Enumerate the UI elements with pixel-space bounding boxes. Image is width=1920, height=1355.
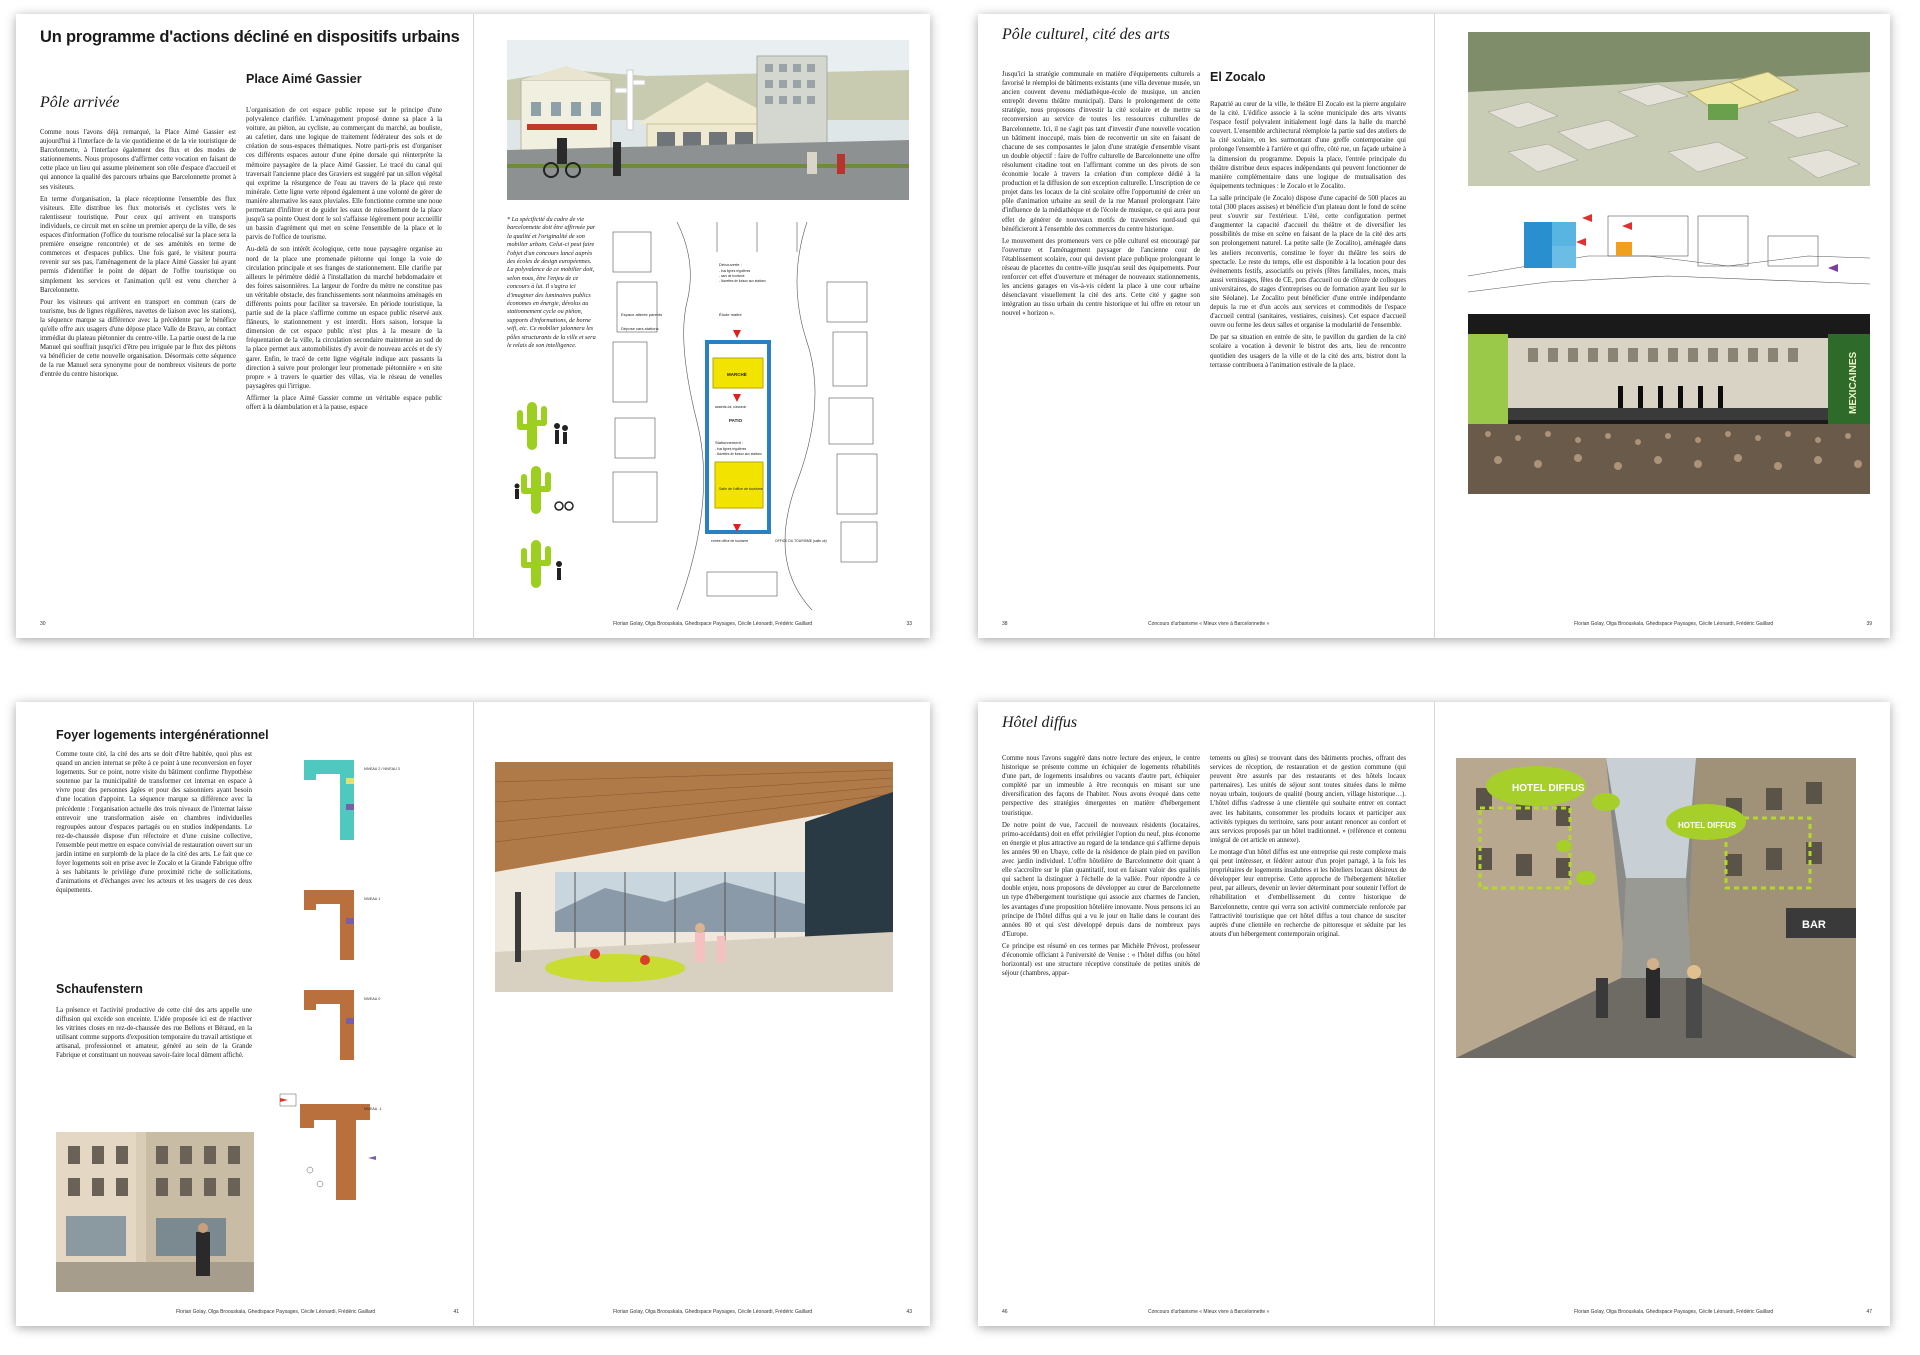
zocalo-floor-plan <box>1468 196 1870 306</box>
aerial-3d-model-image <box>1468 32 1870 186</box>
plan-label-marche: MARCHÉ <box>727 372 747 377</box>
cactus-mobilier-icon-3 <box>513 534 573 594</box>
plan-label-patio: PATIO <box>729 418 743 423</box>
paragraph: De par sa situation en entrée de site, le pavillon du gardien de la cité scolaire a vocation à devenir le bistrot des arts, lieu de rencontre quotidien des usagers de la ville et de la cité des arts, bistrot dont la terrasse contribuera à l'animation estivale de la place. <box>1210 334 1406 369</box>
interior-rendering-image <box>495 762 893 992</box>
place-rendering-image <box>507 40 909 200</box>
page-39 <box>1434 14 1890 638</box>
plan-label-assieds: assieds-toi, s'asseoir <box>715 405 747 409</box>
paragraph: De notre point de vue, l'accueil de nouveaux résidents (locataires, primo-accédants) doit en effet privilégier l'option du neuf, plus économe en énergie et plus attractive au regard de la tendance qui s'affirme depuis les années 90 en Ubaye, celle de la résidence de plain pied en pavillon avec jardin individuel. L'offre hôtelière de Barcelonnette doit quant à elle s'accroître sur le plan quantitatif, tout en faisant valoir des qualités qui sachent la distinguer à l'échelle de la vallée. Pour répondre à ce double enjeu, nous proposons de développer au cœur de Barcelonnette un type d'hébergement touristique qui associe aux charmes de l'ancien, les avantages d'une proposition hôtelière innovante. Nous pensons ici au principe de l'hôtel diffus qui a vu le jour en Italie dans le courant des années 80 et qui s'est développé depuis dans de nombreux pays d'Europe. <box>1002 821 1200 938</box>
plan-label-stationnement-line: - bus lignes régulières <box>715 447 747 451</box>
text-column-schau <box>56 1006 252 1064</box>
page-30 <box>16 14 473 638</box>
paragraph: Pour les visiteurs qui arrivent en transport en commun (cars de tourisme, bus de lignes régulières, navettes de liaison avec les stations), la séquence marque sa différence avec la précédente par le bénéfice qu'elle offre aux usagers d'une dépose place Valle de Bravo, au contact immédiat du plateau piétonnier du centre-ville. La partie ouest de la rue Manuel qui souffrait jusqu'ici d'être peu irriguée par le flux des piétons va bénéficier de cette nouvelle organisation. Désormais cette séquence de la rue Manuel sera synonyme pour de nombreux visiteurs de porte d'entrée du centre historique. <box>40 298 236 379</box>
plan-level-label: NIVEAU 1 <box>364 897 381 901</box>
paragraph: Jusqu'ici la stratégie communale en matière d'équipements culturels a favorisé le réemploi de bâtiments existants (une villa devenue musée, un ancien couvent devenu médiathèque-école de musique, un ancien entrepôt devenu théâtre municipal). Dans le prolongement de cette stratégie, nous proposons d'investir la cité scolaire et de mettre sa reconversion au service de toutes les ressources culturelles de Barcelonnette. Ici, il ne s'agit pas tant d'investir d'une nouvelle vocation un bâtiment inoccupé, mais bien de reconvertir un site en faisant de chacune de ses composantes le jalon d'une stratégie d'ensemble visant un double objectif : faire de l'offre culturelle de Barcelonnette une offre résolument citadine tout en l'affirmant comme un des pivots de son économie locale à travers la création d'un complexe dédié à la production et la diffusion de son exception culturelle. L'inscription de ce projet dans les locaux de la cité scolaire offre l'opportunité de créer un pôle d'animation urbaine au seuil de la rue Manuel prolongeant l'aire d'influence de la médiathèque et de l'école de musique, ce qui aura pour effet de générer de nouveaux motifs de traversées nord-sud qui bénéficieront à l'ensemble des commerces du centre historique. <box>1002 71 1200 233</box>
plan-label-depose: Dépose cars-stations <box>621 326 659 331</box>
section-title: Pôle culturel, cité des arts <box>1002 26 1170 43</box>
plan-label-entree-office: entrée office de tourisme <box>711 539 749 543</box>
spread-pole-arrivee <box>16 14 930 638</box>
plan-level-label: NIVEAU 2 / NIVEAU 3 <box>364 767 400 771</box>
plan-label-decouverte-line: - Navettes de liaison aux stations <box>719 279 766 283</box>
text-column-1 <box>1002 754 1200 981</box>
text-column-2 <box>246 106 442 415</box>
page-41 <box>16 702 473 1326</box>
paragraph: Comme nous l'avons suggéré dans notre lecture des enjeux, le centre historique se présente comme un échiquier de logements réhabilités d'une part, de logements insalubres ou vacants d'autre part, échiquier complété par un immeuble à être reconquis en misant sur une diversification des façons de l'habiter. Nous avons évoqué dans cette perspective des stratégies émergentes en matière d'hébergement touristique. <box>1002 755 1200 817</box>
paragraph: La présence et l'activité productive de cette cité des arts appelle une diffusion qui excède son enceinte. L'idée proposée ici est de réactiver les vitrines closes en rez-de-chaussée des rue Bellons et Béraud, en la utilisant comme supports d'exposition temporaire du travail artistique et artisanal, professionnel et amateur, généré au sein de la Grande Fabrique et constituant un nouveau savoir-faire local dûment affiché. <box>56 1007 252 1060</box>
plan-level-label: NIVEAU -1 <box>364 1107 382 1111</box>
plan-label-stationnement: Stationnement : <box>715 440 744 445</box>
plan-label-decouverte-line: - bus lignes régulières <box>719 269 751 273</box>
plan-label-decouverte: Découverte : <box>719 262 742 267</box>
page-46 <box>978 702 1434 1326</box>
plan-level-label: NIVEAU 0 <box>364 997 381 1001</box>
subsection-title: Foyer logements intergénérationnel <box>56 728 269 742</box>
paragraph: L'organisation de cet espace public repose sur le principe d'une polyvalence clarifiée. L'aménagement proposé donne sa place à la voiture, au piéton, au cycliste, au commerçant du marché, au bouliste, au cafetier, dans une logique de traitement fédérateur des sols et de création de sous-espaces thématiques. Notre parti-pris est d'organiser ces différents espaces autour d'une épine dorsale qui réinterprète la mémoire paysagère de la place Aimé Gassier. Le tracé du canal qui traversait l'ancienne place des Graviers est suggéré par un sillon végétal qui exprime la résurgence de l'eau au travers de la place qui reste minérale. Cette ligne verte répond également à une volonté de gérer de manière alternative les eaux pluviales. Elle fonctionne comme une noue permettant d'infiltrer et de guider les eaux de ruissellement de la place jusqu'à sa pointe Ouest dont le sol s'affaisse légèrement pour accueillir un bassin d'agrément qui met en scène l'ensemble de la place et le parvis de l'office de tourisme. <box>246 107 442 242</box>
page-33 <box>473 14 930 638</box>
hotel-diffus-sign: HOTEL DIFFUS <box>1678 821 1737 830</box>
footer-credits: Florian Golay, Olga Broouskala, Ghedispace Paysages, Cécile Léonardi, Frédéric Gaillard <box>613 1309 813 1315</box>
site-plan-drawing <box>607 222 909 610</box>
paragraph: Ce principe est résumé en ces termes par Michèle Prévost, professeur d'économie officiant à l'université de Venise : « l'hôtel diffus (ou hôtel horizontal) est une structure réceptive constituée de petites unités de séjour (chambres, appar- <box>1002 942 1200 978</box>
spread-foyer-logements <box>16 702 930 1326</box>
theatre-stage-photo <box>1468 314 1870 494</box>
paragraph: Comme nous l'avons déjà remarqué, la Place Aimé Gassier est aujourd'hui à l'interface de la vie quotidienne et de la vie touristique de Barcelonnette, à l'interface également des flux et des modes de stationnements. Nous proposons d'affirmer cette vocation en faisant de cette place un lieu qui assume pleinement son rôle d'espace d'accueil et qui annonce la qualité des parcours urbains que Barcelonnette promet à ses visiteurs. <box>40 129 236 191</box>
subsection-title: El Zocalo <box>1210 70 1266 84</box>
footer-credits: Florian Golay, Olga Broouskala, Ghedispace Paysages, Cécile Léonardi, Frédéric Gaillard <box>1574 621 1774 627</box>
subsection-title: Place Aimé Gassier <box>246 72 362 86</box>
page-number: 33 <box>906 621 912 627</box>
paragraph: Affirmer la place Aimé Gassier comme un véritable espace public offert à la déambulation et à la pause, espace <box>246 394 442 411</box>
footer-credits: Florian Golay, Olga Broouskala, Ghedispace Paysages, Cécile Léonardi, Frédéric Gaillard <box>613 621 813 627</box>
plan-label-decouverte-line: - cars de tourisme <box>719 274 745 278</box>
text-column-2 <box>1210 754 1406 942</box>
paragraph: Le montage d'un hôtel diffus est une entreprise qui reste complexe mais qui peut intéresser, et fédérer autour d'un projet partagé, à la fois les propriétaires de logements insalubres et les hôteliers locaux désireux de développer leur entreprise. Cette approche de l'hébergement hôtelier peut, par ailleurs, devenir un levier déterminant pour soutenir l'effort de réhabilitation et d'embellissement du centre historique de Barcelonnette, centre qui verra son activité commerciale renforcée par l'attractivité touristique que cet hôtel diffus a tout chance de susciter auprès d'une clientèle en recherche de pittoresque et séduite par les atouts d'un hébergement contemporain original. <box>1210 848 1406 938</box>
footer-credits: Florian Golay, Olga Broouskala, Ghedispace Paysages, Cécile Léonardi, Frédéric Gaillard <box>176 1309 376 1315</box>
spread-pole-culturel <box>978 14 1890 638</box>
text-column-2 <box>1210 100 1406 373</box>
hotel-diffus-sign: HOTEL DIFFUS <box>1512 783 1585 794</box>
section-title: Hôtel diffus <box>1002 714 1078 731</box>
subsection-title: Schaufenstern <box>56 982 143 996</box>
spread-hotel-diffus <box>978 702 1890 1326</box>
page-43 <box>473 702 930 1326</box>
paragraph: Au-delà de son intérêt écologique, cette noue paysagère organise au nord de la place une promenade piétonne qui longe la voie de circulation principale et ses franges de stationnement. Elle clarifie par ailleurs le périmètre dédié à l'installation du marché hebdomadaire et des foires saisonnières. La largeur de l'ordre du mètre ne constitue pas un véritable obstacle, des franchissements sont néanmoins aménagés en différents points pour faciliter sa traversée. En période touristique, la partie sud de la place s'affirme comme un espace public réservé aux flâneurs, le stationnement y est interdit. Hors saison, lorsque la dimension de cet espace public n'est plus à la mesure de la fréquentation de la ville, la circulation secondaire maintenue au sud de la place permet aux automobilistes d'y avoir de nouveau accès et de s'y garer. Enfin, le tracé de cette ligne végétale indique aux passants la direction à suivre pour prolonger leur promenade piétonnière « en site propre » à travers le quartier des villas, via le réseau de venelles paysagères qui l'irrigue. <box>246 246 442 390</box>
street-facade-photo <box>56 1132 254 1292</box>
plan-label-office-tourisme: OFFICE DU TOURISME (salle ok) <box>775 539 827 543</box>
page-number: 46 <box>1002 1309 1008 1315</box>
page-47 <box>1434 702 1890 1326</box>
paragraph: En terme d'organisation, la place réceptionne l'ensemble des flux visiteurs. Elle distribue les flux motorisés et cyclistes vers le ralentisseur touristique. Pour ceux qui arrivent en transports individuels, ce circuit met en scène un premier aperçu de la ville, de ses espaces d'information (l'office du tourisme relocalisé sur la place sera la première enseigne rencontrée) et de ses aménités en terme de commerces et d'espaces publics. Une fois garé, le visiteur pourra revenir sur ses pas, l'aménagement de la place Aimé Gassier lui ayant permis d'identifier le point de départ de l'offre touristique ou simplement les services et l'animation qu'il est venu chercher à Barcelonnette. <box>40 195 236 294</box>
paragraph: La salle principale (le Zocalo) dispose d'une capacité de 500 places au total (300 places assises) et bénéficie d'un plateau dont le fond de scène peut s'ouvrir sur l'extérieur. L'été, cette configuration permet d'augmenter la capacité d'accueil du théâtre et de diversifier les possibilités de mise en scène en faisant de la place de la cité des arts son prolongement naturel. La petite salle (le Zocalito), aménagée dans les ateliers reconvertis, constitue le foyer du théâtre les soirs de spectacle. Le reste du temps, elle est disponible à la location pour des événements festifs, associatifs ou privés (fêtes familiales, noces, mais aussi vernissages, fêtes de CE, pots d'accueil ou de clôture de colloques universitaires, de stages d'entreprises ou de formation ayant lieu sur le site Séolane). Le Zocalito peut bénéficier d'une entrée indépendante depuis la rue et d'un accès aux services et commodités de l'espace d'accueil central (sanitaires, vestiaires, cuisines). Cet espace d'accueil ouvre ou ferme les deux salles et organise la modularité de l'ensemble. <box>1210 194 1406 330</box>
plan-label-etude: Étude maitre <box>719 312 742 317</box>
page-number: 43 <box>906 1309 912 1315</box>
paragraph: tements ou gîtes) se trouvant dans des bâtiments proches, offrant des services de réception, de restauration et de gestion commune (qui peuvent être assurés par des restaurants et des hôtels locaux partenaires). Les unités de séjour sont toutes situées dans le même noyau urbain, toujours de qualité (bourg ancien, village historique…). L'hôtel diffus s'adresse à une clientèle qui souhaite entrer en contact avec les habitants, consommer les produits locaux et participer aux activités typiques du territoire, sans pour autant renoncer au confort et aux services proposés par un hôtel traditionnel. » (référence et contenu intégral de cet article en annexe). <box>1210 755 1406 844</box>
page-number: 41 <box>453 1309 459 1315</box>
footer-contest: Concours d'urbanisme « Mieux vivre à Barcelonnette » <box>1148 1309 1270 1315</box>
page-title: Un programme d'actions décliné en dispositifs urbains <box>40 28 460 46</box>
text-column-1 <box>1002 70 1200 322</box>
text-column-foyer <box>56 750 252 899</box>
text-column-1 <box>40 128 236 383</box>
bar-sign-text: BAR <box>1802 919 1826 931</box>
page-number: 38 <box>1002 621 1008 627</box>
plan-label-office: Salle de l'office de tourisme <box>719 487 763 491</box>
section-title: Pôle arrivée <box>40 94 120 111</box>
page-number: 39 <box>1866 621 1872 627</box>
page-38 <box>978 14 1434 638</box>
plan-label-stationnement-line: - Navettes de liaison aux stations <box>715 452 762 456</box>
plan-label-espace: Espace attente parents <box>621 312 663 317</box>
cactus-mobilier-icon-1 <box>513 396 573 456</box>
cactus-mobilier-icon-2 <box>513 460 573 520</box>
footer-contest: Concours d'urbanisme « Mieux vivre à Barcelonnette » <box>1148 621 1270 627</box>
mobilier-caption: * La spécificité du cadre de vie barcelonnette doit être affirmée par la qualité et l'originalité de son mobilier urbain. Celui-ci peut faire l'objet d'un concours lancé auprès des écoles de design européennes. La polyvalence de ce mobilier doit, selon nous, être l'enjeu de ce concours à lui. Il s'agira ici d'imaginer des luminaires publics économes en énergie, dévolus au stationnement cycle ou piéton, supports d'informations, de borne wifi, etc. Ce mobilier jalonnera les pôles structurants de la ville et sera le relais de son intelligence. <box>507 216 596 350</box>
paragraph: Comme toute cité, la cité des arts se doit d'être habitée, quoi plus est quand un ancien internat se prête à ce point à une reconversion en foyer logements. Sur ce point, notre visite du bâtiment confirme l'hypothèse soutenue par la municipalité de transformer cet internat en espace à vivre pour des personnes âgées et pour des saisonniers ayant besoin d'une location d'appoint. La séquence marque sa différence avec la précédente : l'organisation actuelle des trois niveaux de l'internat laisse entrevoir une transformation aisée en chambres individuelles regroupées autour d'espaces partagés ou en studios indépendants. Le rez-de-chaussée dispose d'un réfectoire et d'une cuisine collective, l'ensemble peut mettre en espace convivial de restauration ouvert sur un jardin intime en surplomb de la place de la cité des arts. Le fait que ce foyer logements soit en prise avec le Zocalo et la Grande Fabrique offre à ses habitants le privilège d'une proximité riche de sollicitations, d'animations et d'échanges avec les acteurs et les usagers de ces deux équipements. <box>56 751 252 895</box>
foyer-floor-plans <box>280 754 400 1254</box>
footer-credits: Florian Golay, Olga Broouskala, Ghedispace Paysages, Cécile Léonardi, Frédéric Gaillard <box>1574 1309 1774 1315</box>
stage-banner-text: MEXICAINES <box>1848 351 1859 414</box>
page-number: 30 <box>40 621 46 627</box>
page-number: 47 <box>1866 1309 1872 1315</box>
paragraph: Rapatrié au cœur de la ville, le théâtre El Zocalo est la pierre angulaire de la cité. L'édifice associe à la scène municipale des arts vivants l'espace festif polyvalent initialement logé dans la halle du marché couvert. L'ensemble architectural réemploie la partie sud des ateliers de la cité scolaire, en les surmontant d'une greffe contemporaine qui prolonge l'ensemble à l'arrière et qui offre, côté rue, un façade urbaine à la dimension du programme. Depuis la place, l'entrée principale du théâtre distribue deux espaces indépendants qui peuvent fonctionner de manière complémentaire dans une logique de mutualisation des équipements techniques : le Zocalo et le Zocalito. <box>1210 101 1406 190</box>
paragraph: Le mouvement des promeneurs vers ce pôle culturel est encouragé par l'ouverture et l'aménagement paysager de l'ancienne cour de l'établissement scolaire, cour qui devient place publique prolongeant le réseau de placettes du centre-ville jusqu'au seuil des équipements. Pour renforcer cet effet d'ouverture et ménager de nouveaux stationnements, les anciens garages en vis-à-vis cèdent la place à une cour urbaine désenclavant visuellement la cité des arts. Cette cité y gagne son intégration au tissu urbain du centre historique et lui offre en retour un nouvel « horizon ». <box>1002 237 1200 318</box>
hotel-diffus-street-photo <box>1456 758 1856 1058</box>
